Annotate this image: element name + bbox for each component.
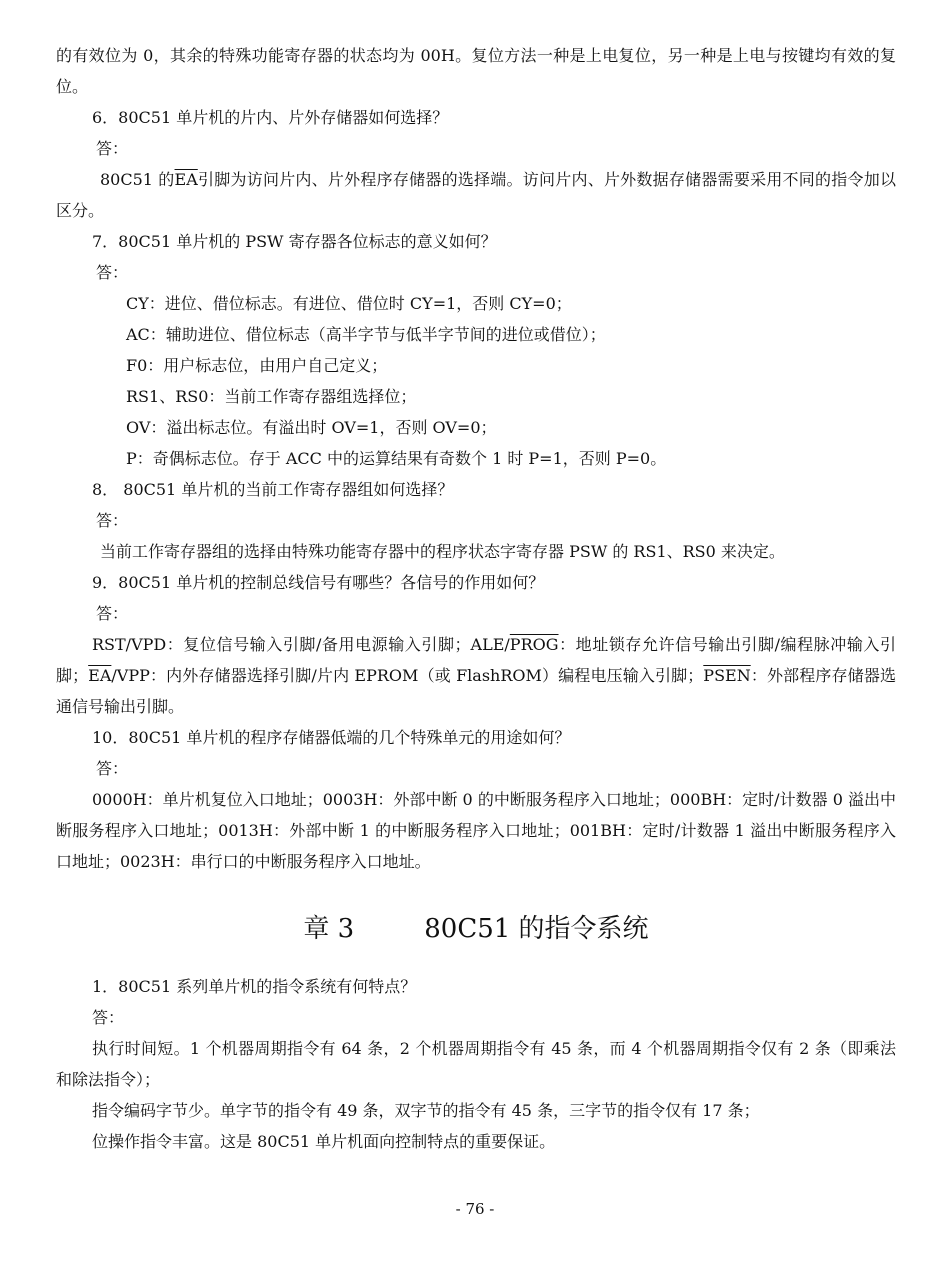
chapter-heading [56, 907, 896, 951]
chapter-title: 80C51 的指令系统 [424, 914, 649, 944]
ch3-answer-p2: 指令编码字节少。单字节的指令有 49 条，双字节的指令有 45 条，三字节的指令仅有 17 条； [92, 1101, 760, 1120]
answer-9 [56, 629, 896, 722]
ea-signal: $\overline{EA}$ [174, 170, 198, 189]
page-number: - 76 - [455, 1200, 495, 1218]
psw-flag-p: P：奇偶标志位。存于 ACC 中的运算结果有奇数个 1 时 P=1，否则 P=0。 [126, 449, 667, 468]
answer-10: 0000H：单片机复位入口地址；0003H：外部中断 0 的中断服务程序入口地址；000BH：定时/计数器 0 溢出中断服务程序入口地址；0013H：外部中断 1 的中断服务程序入口地址；001BH：定时/计数器 1 溢出中断服务程序入口地址；0023H：串行口的中断服务程序入口地址。 [56, 790, 896, 871]
psw-flag-ac: AC：辅助进位、借位标志（高半字节与低半字节间的进位或借位）； [126, 325, 606, 344]
psw-flag-cy: CY：进位、借位标志。有进位、借位时 CY=1，否则 CY=0； [126, 294, 572, 313]
question-10: 10．80C51 单片机的程序存储器低端的几个特殊单元的用途如何？ [92, 728, 571, 747]
document-page [56, 40, 896, 1157]
psw-flag-f0: F0：用户标志位，由用户自己定义； [126, 356, 388, 375]
question-8: 8． 80C51 单片机的当前工作寄存器组如何选择？ [92, 480, 454, 499]
answer-label: 答： [92, 1008, 125, 1027]
psen-signal: PSEN [703, 666, 751, 685]
psw-flag-ov: OV：溢出标志位。有溢出时 OV=1，否则 OV=0； [126, 418, 497, 437]
answer-label: 答： [96, 759, 129, 778]
answer-text: 引脚为访问片内、片外程序存储器的选择端。访问片内、片外数据存储器需要采用不同的指令加以区分。 [56, 170, 896, 220]
question-6: 6．80C51 单片机的片内、片外存储器如何选择？ [92, 108, 449, 127]
psw-flag-rs: RS1、RS0：当前工作寄存器组选择位； [126, 387, 417, 406]
chapter-number: 章 3 [303, 914, 355, 944]
answer-label: 答： [96, 139, 129, 158]
prog-signal: PROG [509, 635, 559, 654]
answer-6 [56, 164, 896, 226]
question-9: 9．80C51 单片机的控制总线信号有哪些？各信号的作用如何？ [92, 573, 545, 592]
answer-label: 答： [96, 511, 129, 530]
answer-8: 当前工作寄存器组的选择由特殊功能寄存器中的程序状态字寄存器 PSW 的 RS1、RS0 来决定。 [100, 542, 785, 561]
answer-text: 80C51 的 [100, 170, 175, 189]
answer-text: ：地址锁存允许信号输出引脚/编程脉冲输入引脚； [56, 635, 896, 685]
ch3-answer-p3: 位操作指令丰富。这是 80C51 单片机面向控制特点的重要保证。 [92, 1132, 556, 1151]
answer-label: 答： [96, 604, 129, 623]
ch3-answer-p1: 执行时间短。1 个机器周期指令有 64 条，2 个机器周期指令有 45 条，而 4 个机器周期指令仅有 2 条（即乘法和除法指令）； [56, 1039, 896, 1089]
answer-label: 答： [96, 263, 129, 282]
answer-text: /VPP：内外存储器选择引脚/片内 EPROM（或 FlashROM）编程电压输入引脚； [111, 666, 704, 685]
answer-text: ：外部程序存储器选通信号输出引脚。 [56, 666, 896, 716]
ea-signal: $\overline{EA}$ [88, 666, 112, 685]
intro-paragraph: 的有效位为 0，其余的特殊功能寄存器的状态均为 00H。复位方法一种是上电复位，另一种是上电与按键均有效的复位。 [56, 46, 896, 96]
question-7: 7．80C51 单片机的 PSW 寄存器各位标志的意义如何？ [92, 232, 497, 251]
ch3-question-1: 1．80C51 系列单片机的指令系统有何特点？ [92, 977, 417, 996]
answer-text: RST/VPD：复位信号输入引脚/备用电源输入引脚；ALE/ [92, 635, 510, 654]
